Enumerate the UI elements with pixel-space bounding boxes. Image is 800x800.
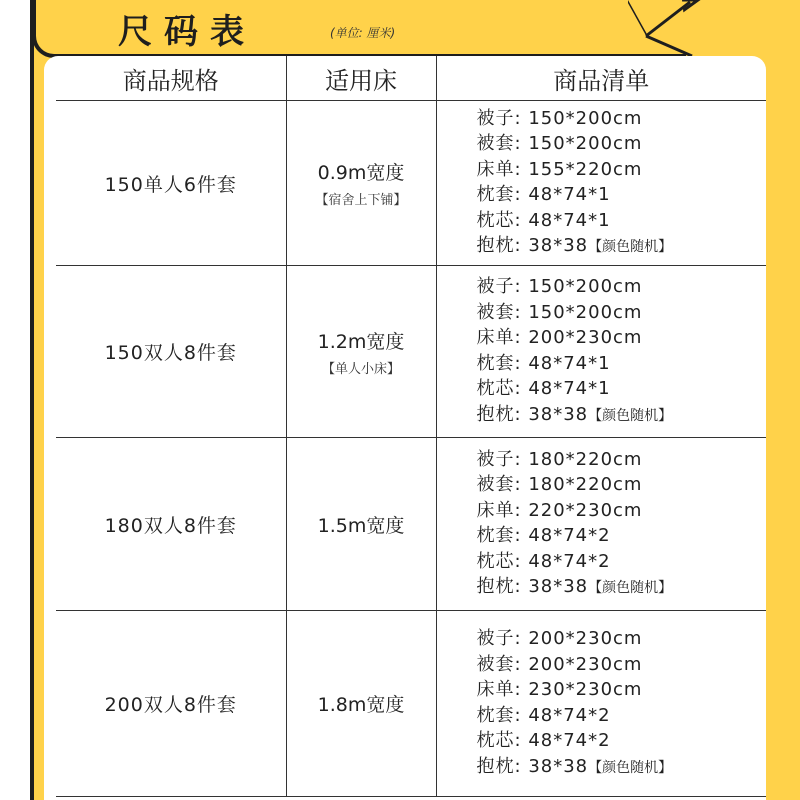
item-value: 150*200cm xyxy=(528,107,643,129)
item-label: 床单: xyxy=(476,327,522,348)
spec-cell: 180双人8件套 xyxy=(56,438,286,611)
list-item xyxy=(477,653,767,679)
item-value: 48*74*2 xyxy=(528,550,611,572)
bed-width: 1.2m宽度 xyxy=(317,330,405,353)
list-item xyxy=(477,209,767,235)
item-value: 48*74*1 xyxy=(528,184,611,205)
bed-cell xyxy=(286,101,436,266)
unit-note: (单位: 厘米) xyxy=(330,26,396,40)
list-item xyxy=(477,524,767,550)
item-value: 38*38 xyxy=(528,235,589,256)
items-cell xyxy=(436,101,766,266)
list-item xyxy=(477,499,767,525)
list-item xyxy=(477,352,767,378)
item-value: 38*38 xyxy=(528,403,589,425)
list-item xyxy=(477,704,767,730)
items-cell xyxy=(436,438,766,611)
item-extra: 【颜色随机】 xyxy=(588,580,673,596)
item-label: 被子: xyxy=(476,107,522,129)
item-label: 枕芯: xyxy=(476,209,522,231)
item-label: 枕套: xyxy=(476,704,522,726)
table-row xyxy=(56,438,766,611)
list-item xyxy=(477,275,767,301)
column-header-items: 商品清单 xyxy=(436,56,766,101)
item-label: 枕套: xyxy=(476,352,522,374)
table-row xyxy=(56,101,766,266)
item-label: 被子: xyxy=(476,276,522,297)
item-value: 38*38 xyxy=(528,755,589,777)
list-item xyxy=(477,575,767,601)
size-table xyxy=(56,56,766,797)
item-extra: 【颜色随机】 xyxy=(588,759,673,776)
column-header-bed: 适用床 xyxy=(286,56,436,101)
bed-width: 0.9m宽度 xyxy=(317,162,405,184)
list-item xyxy=(477,234,767,260)
corner-fold-icon xyxy=(628,0,718,60)
list-item xyxy=(477,729,767,755)
bed-cell xyxy=(286,611,436,797)
item-value: 48*74*1 xyxy=(528,378,611,399)
list-item xyxy=(477,755,767,781)
bed-note: 【宿舍上下铺】 xyxy=(315,193,407,208)
item-label: 枕芯: xyxy=(476,730,522,751)
list-item xyxy=(477,448,767,474)
item-label: 抱枕: xyxy=(476,755,522,777)
item-value: 200*230cm xyxy=(528,628,643,649)
table-row xyxy=(56,266,766,438)
item-value: 230*230cm xyxy=(528,679,643,700)
list-item xyxy=(477,326,767,352)
list-item xyxy=(477,678,767,704)
item-label: 枕套: xyxy=(476,184,522,205)
list-item xyxy=(477,301,767,327)
item-value: 200*230cm xyxy=(528,327,643,348)
item-label: 被套: xyxy=(476,474,522,495)
item-label: 枕芯: xyxy=(476,378,522,399)
item-label: 被套: xyxy=(476,133,522,154)
item-label: 枕芯: xyxy=(476,550,522,572)
items-cell xyxy=(436,266,766,438)
page-title: 尺码表 xyxy=(118,12,256,52)
column-header-spec: 商品规格 xyxy=(56,56,286,101)
bed-note: 【单人小床】 xyxy=(321,361,400,377)
item-value: 38*38 xyxy=(528,576,589,597)
item-value: 48*74*2 xyxy=(528,525,611,546)
item-value: 150*200cm xyxy=(528,276,643,297)
item-label: 床单: xyxy=(476,679,522,700)
bed-cell xyxy=(286,266,436,438)
table-header-row xyxy=(56,56,766,101)
spec-cell: 150单人6件套 xyxy=(56,101,286,266)
item-value: 150*200cm xyxy=(528,301,643,323)
list-item xyxy=(477,550,767,576)
item-value: 48*74*1 xyxy=(528,352,611,374)
list-item xyxy=(477,183,767,209)
item-value: 48*74*2 xyxy=(528,730,611,751)
item-label: 抱枕: xyxy=(476,576,522,597)
table-row xyxy=(56,611,766,797)
item-value: 220*230cm xyxy=(528,499,643,521)
list-item xyxy=(477,107,767,133)
item-label: 床单: xyxy=(476,499,522,521)
item-label: 枕套: xyxy=(476,525,522,546)
list-item xyxy=(477,377,767,403)
spec-cell: 200双人8件套 xyxy=(56,611,286,797)
list-item xyxy=(477,158,767,184)
list-item xyxy=(477,627,767,653)
item-value: 180*220cm xyxy=(528,474,643,495)
item-label: 被套: xyxy=(476,301,522,323)
item-value: 180*220cm xyxy=(528,448,643,470)
items-cell xyxy=(436,611,766,797)
item-label: 被套: xyxy=(476,653,522,675)
bed-cell xyxy=(286,438,436,611)
item-label: 床单: xyxy=(476,158,522,180)
item-label: 被子: xyxy=(476,628,522,649)
list-item xyxy=(477,403,767,429)
item-value: 155*220cm xyxy=(528,158,643,180)
item-value: 48*74*1 xyxy=(528,209,611,231)
item-label: 被子: xyxy=(476,448,522,470)
bed-width: 1.5m宽度 xyxy=(317,514,405,537)
item-label: 抱枕: xyxy=(476,403,522,425)
item-value: 150*200cm xyxy=(528,133,643,154)
spec-cell: 150双人8件套 xyxy=(56,266,286,438)
item-extra: 【颜色随机】 xyxy=(588,407,673,424)
item-extra: 【颜色随机】 xyxy=(588,239,673,255)
item-value: 48*74*2 xyxy=(528,704,611,726)
bed-width: 1.8m宽度 xyxy=(317,694,405,716)
item-label: 抱枕: xyxy=(476,235,522,256)
item-value: 200*230cm xyxy=(528,653,643,675)
list-item xyxy=(477,473,767,499)
list-item xyxy=(477,132,767,158)
